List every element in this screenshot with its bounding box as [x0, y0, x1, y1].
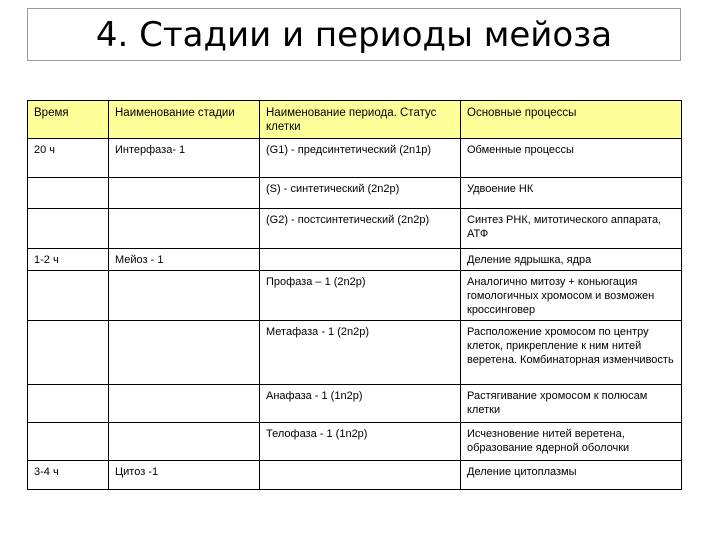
cell-stage: [109, 321, 260, 385]
cell-time: [28, 209, 109, 249]
cell-period: Профаза – 1 (2n2p): [260, 271, 461, 321]
cell-time: [28, 178, 109, 209]
table-row: [28, 385, 682, 423]
cell-process: Обменные процессы: [461, 139, 682, 178]
header-process: Основные процессы: [461, 101, 682, 139]
table-row: [28, 321, 682, 385]
table-header-row: [28, 101, 682, 139]
cell-period: Телофаза - 1 (1n2p): [260, 423, 461, 461]
meiosis-table: [27, 100, 682, 490]
cell-time: 20 ч: [28, 139, 109, 178]
cell-process: Удвоение НК: [461, 178, 682, 209]
header-stage: Наименование стадии: [109, 101, 260, 139]
cell-period: (G2) - постсинтетический (2n2p): [260, 209, 461, 249]
cell-time: 3-4 ч: [28, 461, 109, 490]
table-row: [28, 271, 682, 321]
cell-process: Расположение хромосом по центру клеток, прикрепление к ним нитей веретена. Комбинаторная изменчивость: [461, 321, 682, 385]
table-row: [28, 249, 682, 271]
cell-period: Анафаза - 1 (1n2p): [260, 385, 461, 423]
table-row: [28, 461, 682, 490]
cell-process: Деление ядрышка, ядра: [461, 249, 682, 271]
slide-title: 4. Стадии и периоды мейоза: [95, 14, 613, 55]
slide-title-box: [27, 8, 681, 61]
cell-process: Растягивание хромосом к полюсам клетки: [461, 385, 682, 423]
cell-stage: [109, 178, 260, 209]
cell-time: [28, 271, 109, 321]
cell-stage: Цитоз -1: [109, 461, 260, 490]
cell-process: Аналогично митозу + коньюгация гомологичных хромосом и возможен кроссинговер: [461, 271, 682, 321]
header-period: Наименование периода. Статус клетки: [260, 101, 461, 139]
cell-stage: [109, 209, 260, 249]
cell-time: [28, 385, 109, 423]
table-row: [28, 178, 682, 209]
cell-time: [28, 321, 109, 385]
table-row: [28, 423, 682, 461]
cell-stage: [109, 271, 260, 321]
cell-period: (S) - синтетический (2n2p): [260, 178, 461, 209]
cell-period: [260, 461, 461, 490]
table-row: [28, 209, 682, 249]
cell-stage: [109, 423, 260, 461]
cell-time: 1-2 ч: [28, 249, 109, 271]
cell-process: Деление цитоплазмы: [461, 461, 682, 490]
table-row: [28, 139, 682, 178]
cell-stage: Интерфаза- 1: [109, 139, 260, 178]
cell-period: Метафаза - 1 (2n2p): [260, 321, 461, 385]
cell-period: (G1) - предсинтетический (2n1p): [260, 139, 461, 178]
header-time: Время: [28, 101, 109, 139]
cell-process: Синтез РНК, митотического аппарата, АТФ: [461, 209, 682, 249]
cell-process: Исчезновение нитей веретена, образование ядерной оболочки: [461, 423, 682, 461]
cell-period: [260, 249, 461, 271]
cell-time: [28, 423, 109, 461]
cell-stage: [109, 385, 260, 423]
cell-stage: Мейоз - 1: [109, 249, 260, 271]
